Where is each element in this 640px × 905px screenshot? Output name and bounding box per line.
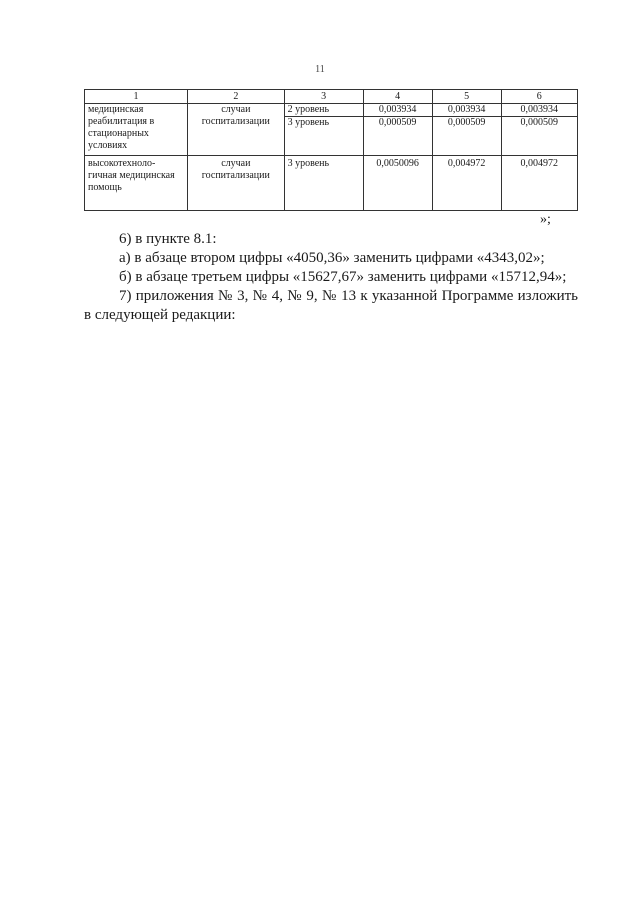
- level-cell: 3 уровень: [284, 156, 363, 211]
- level-cell: 3 уровень: [284, 117, 363, 156]
- closing-quote: »;: [540, 212, 551, 227]
- value-cell: 0,000509: [363, 117, 432, 156]
- page-number: 11: [315, 64, 325, 75]
- amendment-text: [84, 230, 578, 325]
- value-cell: 0,0050096: [363, 156, 432, 211]
- level-cell: 2 уровень: [284, 104, 363, 117]
- table-header-cell: 1: [85, 90, 188, 104]
- value-cell: 0,003934: [501, 104, 577, 117]
- paragraph: 7) приложения № 3, № 4, № 9, № 13 к указанной Программе изложить в следующей редакции:: [84, 288, 578, 323]
- paragraph: а) в абзаце втором цифры «4050,36» заменить цифрами «4343,02»;: [119, 250, 545, 266]
- value-cell: 0,003934: [432, 104, 501, 117]
- table-row: [85, 156, 578, 211]
- value-cell: 0,000509: [501, 117, 577, 156]
- value-cell: 0,000509: [432, 117, 501, 156]
- table-row: [85, 104, 578, 117]
- value-cell: 0,004972: [501, 156, 577, 211]
- paragraph: б) в абзаце третьем цифры «15627,67» заменить цифрами «15712,94»;: [119, 269, 567, 285]
- paragraph: 6) в пункте 8.1:: [119, 231, 217, 247]
- table-header-cell: 2: [188, 90, 285, 104]
- table-header-row: [85, 90, 578, 104]
- value-cell: 0,003934: [363, 104, 432, 117]
- table-header-cell: 6: [501, 90, 577, 104]
- unit-cell: случаи госпитализации: [188, 104, 285, 156]
- care-type-cell: высокотехноло-гичная медицинская помощь: [85, 156, 188, 211]
- table-header-cell: 3: [284, 90, 363, 104]
- table-header-cell: 4: [363, 90, 432, 104]
- value-cell: 0,004972: [432, 156, 501, 211]
- unit-cell: случаи госпитализации: [188, 156, 285, 211]
- care-type-cell: медицинская реабилитация в стационарных условиях: [85, 104, 188, 156]
- table-header-cell: 5: [432, 90, 501, 104]
- amendment-table: [84, 89, 578, 211]
